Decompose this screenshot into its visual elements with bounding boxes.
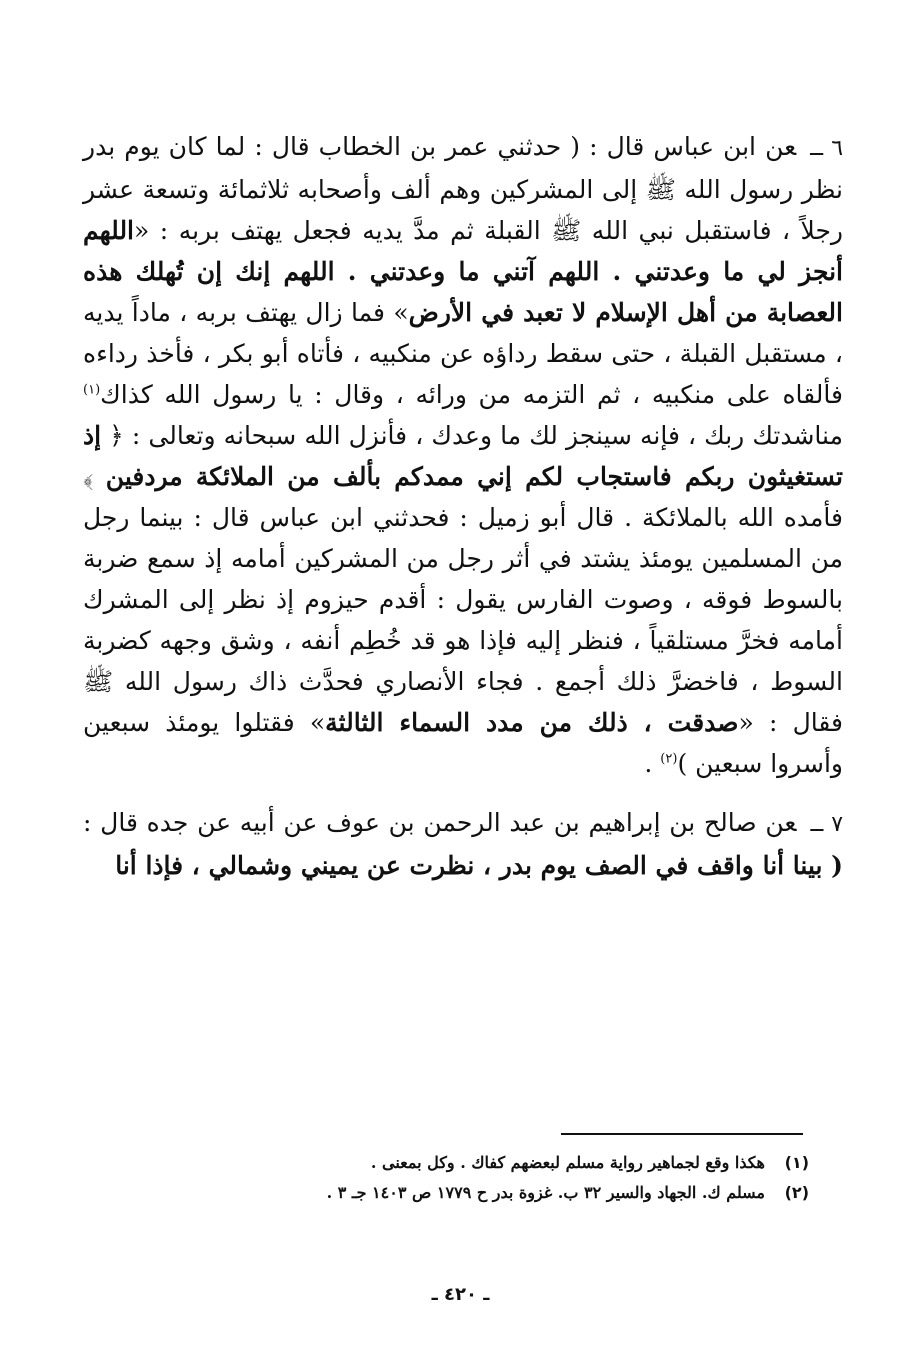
hadith-6-text-3: مناشدتك ربك ، فإنه سينجز لك ما وعدك ، فأنزل الله سبحانه وتعالى : ﴿ <box>109 421 843 450</box>
page-number: ـ ٤٢٠ ـ <box>431 1284 490 1305</box>
footnote-2-text: مسلم ك. الجهاد والسير ٣٢ ب. غزوة بدر ح ١٧٧٩ ص ١٤٠٣ جـ ٣ . <box>326 1183 765 1202</box>
footnote-2-number: (٢) <box>784 1183 809 1202</box>
hadith-6-prophet-prayer: اللهم أنجز لي ما وعدتني . اللهم آتني ما وعدتني . اللهم إنك إن تُهلك هذه العصابة من أهل الإسلام لا تعبد في الأرض <box>83 216 843 327</box>
hadith-6-text-4: ﴾ فأمده الله بالملائكة . قال أبو زميل : فحدثني ابن عباس قال : بينما رجل من المسلمين يومئذ يشتد في أثر رجل من المشركين أمامه إذ سمع ضربة بالسوط فوقه ، وصوت الفارس يقول : أقدم حيزوم إذ نظر إلى المشرك أمامه فخرَّ مستلقياً ، فنظر إليه فإذا هو قد خُطِم أنفه ، وشق وجهه كضربة السوط ، فاخضرَّ ذلك أجمع . فجاء الأنصاري فحدَّث ذاك رسول الله ﷺ فقال : « <box>83 462 843 737</box>
footnote-ref-1: (١) <box>83 382 101 398</box>
hadith-6-text-5: » فقتلوا يومئذ سبعين وأسروا سبعين ) <box>83 708 843 778</box>
hadith-6-text-2: » فما زال يهتف بربه ، ماداً يديه ، مستقبل القبلة ، حتى سقط رداؤه عن منكبيه ، فأتاه أبو بكر ، فأخذ رداءه فألقاه على منكبيه ، ثم التزمه من ورائه ، وقال : يا رسول الله كذاك <box>83 298 843 409</box>
hadith-6-prophet-saying: صدقت ، ذلك من مدد السماء الثالثة <box>325 708 739 737</box>
hadith-7-text-1: عن صالح بن إبراهيم بن عبد الرحمن بن عوف عن أبيه عن جده قال : <box>83 808 797 837</box>
footnotes <box>109 1148 809 1208</box>
hadith-7-number: ٧ ــ <box>810 812 844 837</box>
footnote-2 <box>109 1178 809 1208</box>
main-text <box>83 126 843 886</box>
hadith-6-paragraph <box>83 126 843 784</box>
footnote-1-text: هكذا وقع لجماهير رواية مسلم لبعضهم كفاك . وكل بمعنى . <box>370 1153 765 1172</box>
footnote-ref-2: (٢) <box>660 751 678 767</box>
footnote-separator <box>561 1133 803 1135</box>
hadith-6-quran-verse: إذ تستغيثون ربكم فاستجاب لكم إني ممدكم بألف من الملائكة مردفين <box>83 421 843 491</box>
hadith-6-text-1: عن ابن عباس قال : ( حدثني عمر بن الخطاب قال : لما كان يوم بدر نظر رسول الله ﷺ إلى المشركين وهم ألف وأصحابه ثلاثمائة وتسعة عشر رجلاً ، فاستقبل نبي الله ﷺ القبلة ثم مدَّ يديه فجعل يهتف بربه : « <box>83 132 843 245</box>
hadith-7-paragraph <box>83 802 843 886</box>
hadith-7-quote: ( بينا أنا واقف في الصف يوم بدر ، نظرت عن يميني وشمالي ، فإذا أنا <box>115 851 843 880</box>
hadith-6-end: . <box>644 749 661 778</box>
hadith-6-number: ٦ ــ <box>810 136 844 161</box>
footnote-1 <box>109 1148 809 1178</box>
footnote-1-number: (١) <box>784 1153 809 1172</box>
